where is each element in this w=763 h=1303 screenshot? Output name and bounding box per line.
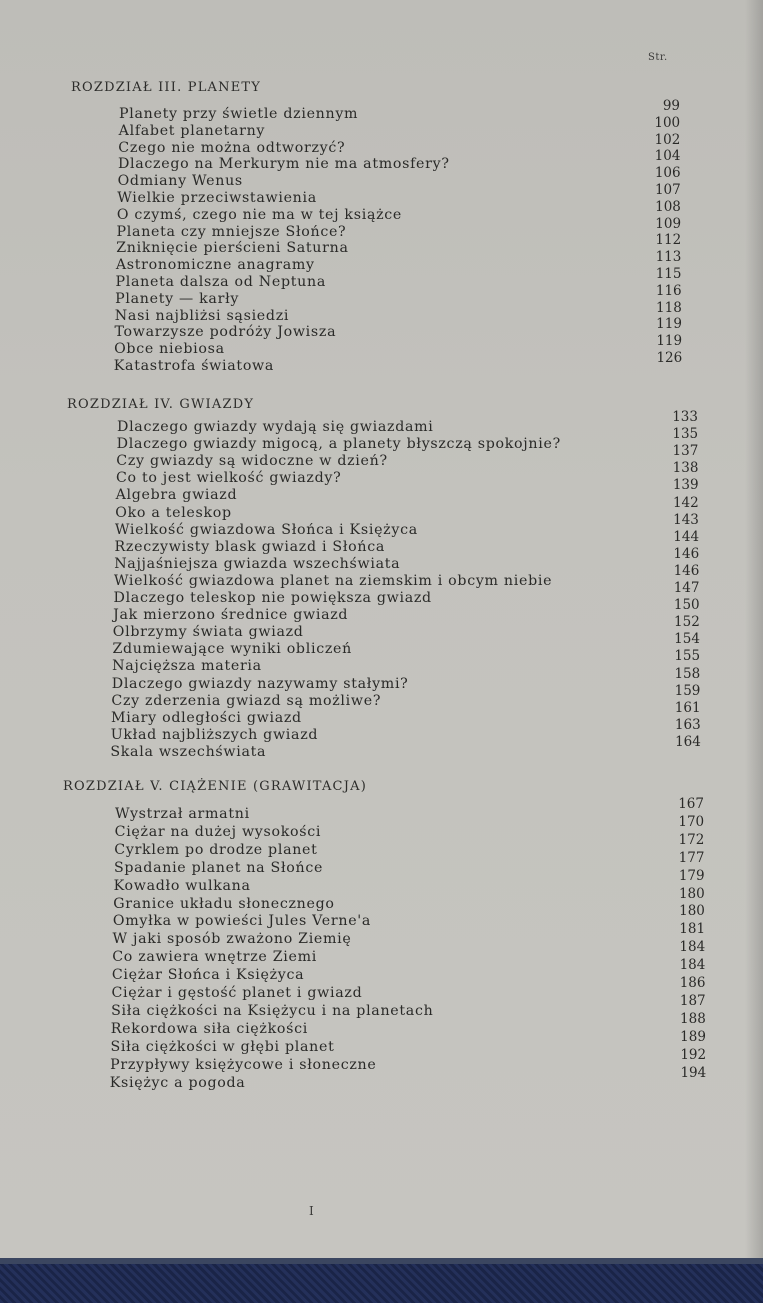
toc-entry-title: Czego nie można odtworzyć?: [118, 139, 346, 156]
toc-entry-title: Jak mierzono średnice gwiazd: [113, 607, 349, 624]
toc-entry-page: 187: [679, 992, 706, 1009]
toc-entry-page: 112: [655, 232, 682, 249]
toc-entry-page: 189: [680, 1028, 706, 1045]
toc-entry-page: 135: [672, 426, 699, 443]
toc-entry-page: 133: [672, 409, 698, 425]
toc-entry-page: 126: [656, 350, 683, 366]
toc-entry-page: 184: [679, 957, 706, 974]
toc-entry-title: Wystrzał armatni: [115, 806, 250, 822]
toc-entry-title: Obce niebiosa: [114, 341, 225, 358]
toc-entry-page: 194: [680, 1064, 707, 1081]
toc-entry-page: 192: [680, 1046, 707, 1063]
toc-entry-page: 109: [655, 215, 682, 232]
toc-entry-page: 154: [674, 631, 700, 648]
toc-entry-title: Alfabet planetarny: [118, 122, 266, 139]
page-column-header: Str.: [648, 52, 668, 63]
toc-entry-page: 116: [655, 282, 682, 299]
toc-entry-title: Dlaczego gwiazdy migocą, a planety błyszczą spokojnie?: [116, 436, 561, 453]
toc-entry-title: Ciężar i gęstość planet i gwiazd: [111, 985, 363, 1001]
toc-entry-title: Planeta dalsza od Neptuna: [115, 274, 327, 290]
toc-entry-page: 150: [673, 597, 700, 614]
toc-entry-title: Zdumiewające wyniki obliczeń: [112, 641, 352, 658]
toc-entry-page: 99: [662, 98, 680, 114]
toc-entry-page: 143: [673, 511, 699, 528]
toc-entry-title: Rekordowa siła ciężkości: [110, 1020, 308, 1037]
toc-entry-title: Wielkość gwiazdowa planet na ziemskim i obcym niebie: [113, 572, 553, 589]
toc-entry-title: Siła ciężkości w głębi planet: [110, 1038, 335, 1055]
toc-entry-page: 152: [674, 614, 700, 631]
toc-entry-page: 170: [678, 813, 705, 830]
chapter-heading: ROZDZIAŁ IV. GWIAZDY: [67, 397, 255, 412]
toc-entry-title: Zniknięcie pierścieni Saturna: [116, 240, 349, 257]
toc-entry-page: 164: [675, 733, 701, 750]
toc-entry-title: Siła ciężkości na Księżycu i na planetach: [111, 1002, 434, 1019]
toc-entry-title: Planeta czy mniejsze Słońce?: [116, 223, 347, 240]
toc-entry-title: Spadanie planet na Słońce: [113, 859, 324, 876]
toc-entry-page: 115: [655, 266, 682, 282]
toc-entry-title: O czymś, czego nie ma w tej książce: [116, 206, 403, 223]
toc-entry-title: Miary odległości gwiazd: [111, 709, 302, 726]
toc-entry-title: Dlaczego gwiazdy wydają się gwiazdami: [117, 419, 434, 435]
chapter-heading: ROZDZIAŁ V. CIĄŻENIE (GRAWITACJA): [63, 779, 367, 794]
toc-entry-page: 184: [679, 939, 706, 956]
toc-entry-page: 167: [678, 796, 704, 812]
toc-entry-page: 188: [680, 1010, 706, 1027]
toc-entry-page: 108: [655, 198, 681, 215]
toc-entry-title: Odmiany Wenus: [117, 173, 243, 190]
toc-entry-title: Rzeczywisty blask gwiazd i Słońca: [114, 538, 386, 555]
toc-entry-page: 144: [673, 528, 700, 545]
toc-entry-title: Planety — karły: [115, 290, 240, 307]
toc-entry-page: 158: [674, 665, 701, 682]
toc-entry-page: 119: [656, 316, 682, 333]
toc-entry-title: Planety przy świetle dziennym: [119, 106, 359, 122]
toc-entry-page: 137: [672, 443, 699, 460]
toc-entry-title: Omyłka w powieści Jules Verne'a: [112, 913, 372, 930]
toc-entry-title: Co to jest wielkość gwiazdy?: [115, 470, 342, 487]
toc-entry-title: Ciężar Słońca i Księżyca: [111, 967, 305, 984]
cover-cloth: [0, 1264, 763, 1303]
chapter-heading: ROZDZIAŁ III. PLANETY: [71, 80, 262, 95]
toc-entry-page: 106: [654, 165, 681, 182]
toc-entry-title: Astronomiczne anagramy: [115, 257, 315, 274]
toc-entry-page: 163: [674, 716, 701, 733]
toc-entry-title: Wielkie przeciwstawienia: [117, 190, 317, 206]
toc-entry-title: Dlaczego gwiazdy nazywamy stałymi?: [111, 675, 409, 692]
toc-entry-page: 138: [672, 460, 699, 477]
toc-entry-title: Katastrofa światowa: [113, 358, 275, 374]
toc-entry-page: 113: [655, 249, 682, 266]
toc-entry-title: Towarzysze podróży Jowisza: [114, 324, 337, 341]
toc-entry-title: Czy gwiazdy są widoczne w dzień?: [116, 453, 388, 470]
toc-entry-title: Ciężar na dużej wysokości: [114, 823, 322, 840]
toc-entry-page: 161: [674, 699, 701, 716]
toc-entry-title: Nasi najbliżsi sąsiedzi: [114, 307, 290, 324]
toc-entry-page: 139: [672, 477, 699, 494]
toc-entry-title: Dlaczego na Merkurym nie ma atmosfery?: [117, 156, 450, 173]
toc-entry-page: 107: [654, 182, 681, 198]
toc-entry-title: Wielkość gwiazdowa Słońca i Księżyca: [114, 521, 418, 538]
toc-entry-page: 172: [678, 831, 705, 848]
toc-entry-title: W jaki sposób zważono Ziemię: [112, 931, 352, 948]
toc-entry-title: Czy zderzenia gwiazd są możliwe?: [111, 692, 382, 709]
toc-entry-page: 118: [656, 299, 682, 316]
toc-entry-title: Algebra gwiazd: [115, 487, 238, 504]
toc-entry-page: 155: [674, 648, 701, 665]
toc-entry-title: Dlaczego teleskop nie powiększa gwiazd: [113, 590, 432, 606]
toc-entry-title: Przypływy księżycowe i słoneczne: [110, 1056, 377, 1073]
toc-entry-page: 180: [679, 903, 705, 920]
toc-entry-title: Olbrzymy świata gwiazd: [112, 624, 304, 641]
toc-entry-title: Skala wszechświata: [110, 743, 267, 760]
folio: I: [309, 1204, 314, 1218]
toc-entry-page: 177: [678, 849, 705, 866]
toc-entry-page: 146: [673, 545, 700, 562]
toc-entry-title: Granice układu słonecznego: [113, 895, 335, 912]
toc-entry-page: 159: [674, 682, 701, 699]
toc-entry-title: Układ najbliższych gwiazd: [110, 726, 319, 743]
toc-entry-page: 102: [654, 131, 681, 148]
toc-entry-title: Najcięższa materia: [112, 658, 262, 675]
toc-entry-page: 146: [673, 562, 700, 579]
toc-entry-page: 181: [679, 921, 706, 938]
toc-entry-title: Co zawiera wnętrze Ziemi: [112, 949, 317, 966]
toc-entry-page: 186: [679, 975, 706, 991]
toc-entry-page: 100: [654, 114, 681, 131]
toc-entry-page: 147: [673, 580, 700, 596]
toc-entry-page: 142: [672, 494, 699, 511]
toc-entry-title: Kowadło wulkana: [113, 877, 251, 894]
toc-entry-title: Cyrklem po drodze planet: [114, 841, 318, 858]
toc-entry-title: Księżyc a pogoda: [109, 1074, 246, 1091]
toc-entry-title: Oko a teleskop: [115, 504, 232, 521]
toc-entry-page: 104: [654, 148, 681, 165]
toc-entry-title: Najjaśniejsza gwiazda wszechświata: [114, 555, 401, 572]
toc-entry-page: 180: [678, 885, 705, 902]
toc-entry-page: 179: [678, 867, 705, 884]
toc-entry-page: 119: [656, 333, 683, 350]
